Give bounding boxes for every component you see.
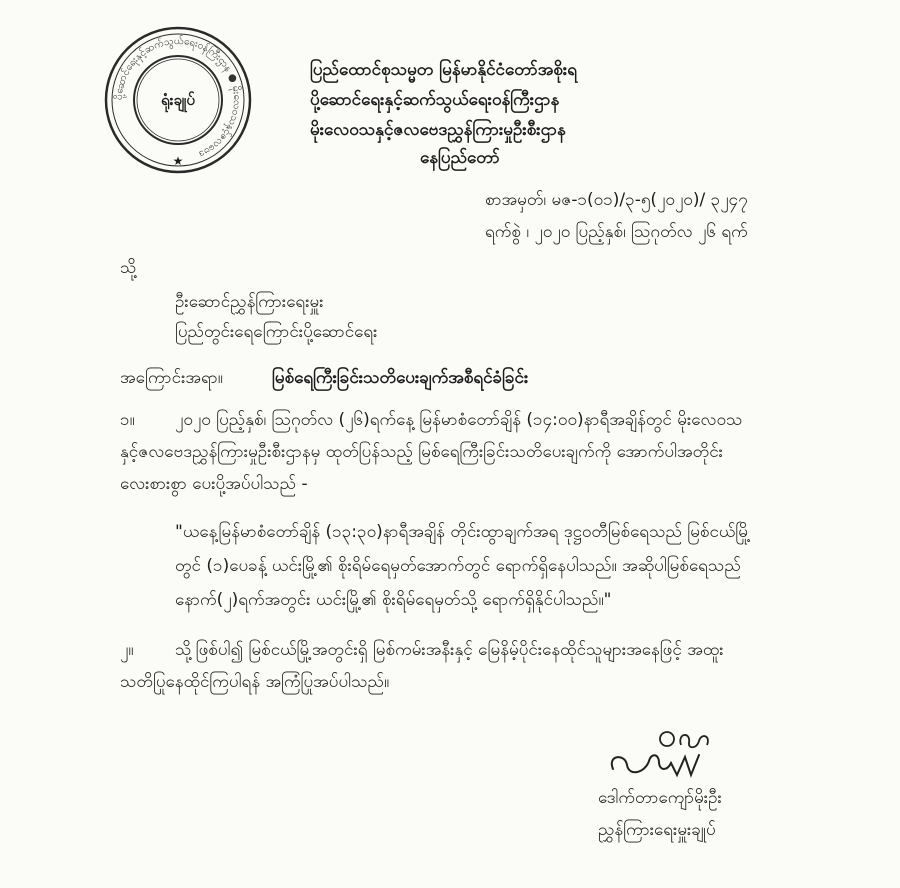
header-line-3: မိုးလေဝသနှင့်ဇလဗေဒညွှန်ကြားမှုဦးစီးဌာန: [310, 120, 566, 140]
paragraph-1-line-1: ၂၀၂၀ ပြည့်နှစ်၊ ဩဂုတ်လ (၂၆)ရက်နေ့ မြန်မာစံတော်ချိန် (၁၄:၀၀)နာရီအချိန်တွင် မိုးလေဝသ: [175, 410, 743, 430]
recipient-line-2: ပြည်တွင်းရေကြောင်းပို့ဆောင်ရေး: [175, 322, 378, 342]
seal-center-text: ရုံးချုပ်: [161, 91, 195, 109]
signatory-name: ဒေါက်တာကျော်မိုးဦး: [598, 788, 722, 808]
paragraph-2-line-2: သတိပြုနေထိုင်ကြပါရန် အကြံပြုအပ်ပါသည်။: [120, 672, 390, 692]
header-line-1: ပြည်ထောင်စုသမ္မတ မြန်မာနိုင်ငံတော်အစိုးရ: [310, 60, 577, 80]
quote-line-1: "ယနေ့မြန်မာစံတော်ချိန် (၁၃:၃၀)နာရီအချိန် တိုင်းထွာချက်အရ ဒုဋ္ဌဝတီမြစ်ရေသည် မြစ်ငယ်မြို့: [175, 522, 751, 542]
letter-number: စာအမှတ်၊ မဇ-၁(၀၁)/၃-၅(၂၀၂၀)/ ၃၂၄၇: [485, 190, 748, 210]
header-line-2: ပို့ဆောင်ရေးနှင့်ဆက်သွယ်ရေးဝန်ကြီးဌာန: [310, 90, 560, 110]
official-seal-icon: [103, 25, 253, 175]
recipient-line-1: ဦးဆောင်ညွှန်ကြားရေးမှူး: [175, 292, 324, 312]
quote-line-2: တွင် (၁)ပေခန့် ယင်းမြို့၏ စိုးရိမ်ရေမှတ်အောက်တွင် ရောက်ရှိနေပါသည်။ အဆိုပါမြစ်ရေသည်: [175, 556, 741, 576]
subject-label: အကြောင်းအရာ။: [120, 368, 223, 388]
paragraph-2-number: ၂။: [120, 640, 134, 660]
seal-star-icon: ★: [172, 154, 184, 168]
paragraph-1-line-2: နှင့်ဇလဗေဒညွှန်ကြားမှုဦးစီးဌာနမှ ထုတ်ပြန်သည့် မြစ်ရေကြီးခြင်းသတိပေးချက်ကို အောက်ပါအတိုင်း: [120, 442, 723, 462]
header-line-4: နေပြည်တော်: [420, 148, 500, 168]
paragraph-1-line-3: လေးစားစွာ ပေးပို့အပ်ပါသည် -: [120, 474, 308, 494]
recipient-to: သို့: [120, 258, 137, 278]
paragraph-2-line-1: သို့ဖြစ်ပါ၍ မြစ်ငယ်မြို့အတွင်းရှိ မြစ်ကမ်းအနီးနှင့် မြေနိမ့်ပိုင်းနေထိုင်သူများအနေဖြင့် အထူး: [175, 640, 724, 660]
letter-date: ရက်စွဲ ၊ ၂၀၂၀ ပြည့်နှစ်၊ ဩဂုတ်လ ၂၆ ရက်: [485, 222, 748, 242]
quote-line-3: နောက်(၂)ရက်အတွင်း ယင်းမြို့၏ စိုးရိမ်ရေမှတ်သို့ ရောက်ရှိနိုင်ပါသည်။": [175, 590, 612, 610]
subject-text: မြစ်ရေကြီးခြင်းသတိပေးချက်အစီရင်ခံခြင်း: [272, 368, 529, 388]
seal-ring-text: ပို့ဆောင်ရေးနှင့်ဆက်သွယ်ရေးဝန်ကြီးဌာန ● မိုးလေဝသနှင့်ဇလဗေဒ: [113, 35, 243, 160]
handwritten-signature: [605, 725, 735, 787]
signatory-title: ညွှန်ကြားရေးမှူးချုပ်: [598, 820, 716, 840]
paragraph-1-number: ၁။: [120, 410, 135, 430]
